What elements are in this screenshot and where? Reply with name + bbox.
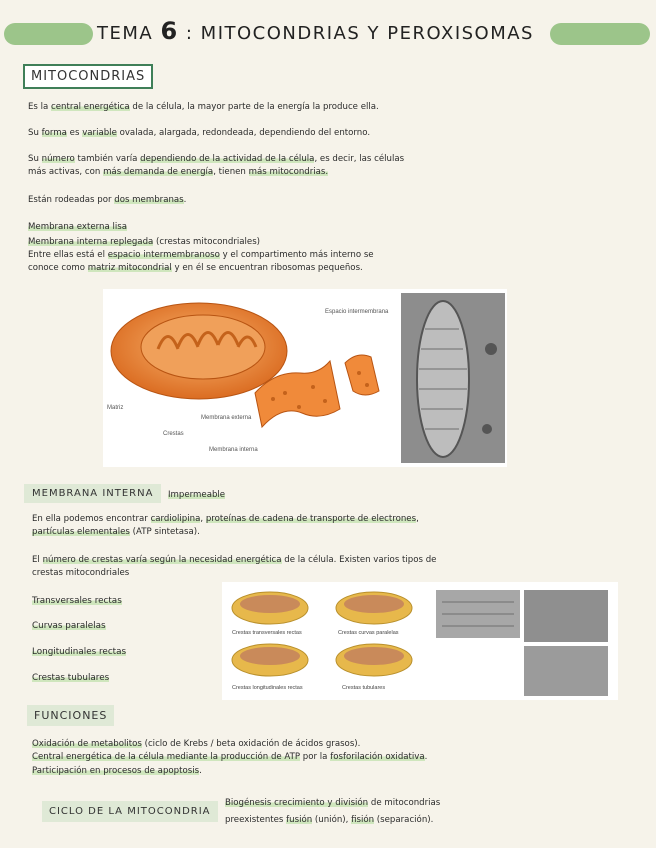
- title-number: 6: [160, 17, 179, 45]
- paragraph-crestas: El número de crestas varía según la necesidad energética de la célula. Existen varios tipos de crestas mitocondriales: [32, 555, 437, 578]
- crestas-type-4: Crestas tubulares: [32, 673, 110, 683]
- page-title: [97, 17, 557, 45]
- crestas-figure: [222, 582, 618, 700]
- heading-mitocondrias-text: MITOCONDRIAS: [31, 69, 146, 84]
- title-rest: : MITOCONDRIAS Y PEROXISOMAS: [185, 23, 534, 44]
- mitochondria-figure: [103, 289, 507, 467]
- title-prefix: TEMA: [97, 23, 154, 44]
- crestas-type-2: Curvas paralelas: [32, 621, 106, 631]
- micrograph-3: [524, 646, 608, 696]
- heading-ciclo: CICLO DE LA MITOCONDRIA: [42, 801, 218, 822]
- label-matriz: Matriz: [107, 405, 124, 411]
- membrana-interna-item: Membrana interna replegada (crestas mitocondriales): [28, 237, 261, 247]
- paragraph-forma: Su forma es variable ovalada, alargada, redondeada, dependiendo del entorno.: [28, 128, 371, 138]
- crestas-type-3: Longitudinales rectas: [32, 647, 127, 657]
- funcion-apoptosis: Participación en procesos de apoptosis.: [32, 766, 202, 776]
- ciclo-line-2: preexistentes fusión (unión), fisión (separación).: [225, 815, 434, 825]
- title-decoration-right: [550, 23, 650, 45]
- funcion-central: Central energética de la célula mediante la producción de ATP por la fosforilación oxidativa.: [32, 752, 428, 762]
- heading-mitocondrias: [23, 64, 153, 89]
- micrograph-2: [524, 590, 608, 642]
- label-externa: Membrana externa: [201, 415, 252, 421]
- title-decoration-left: [4, 23, 93, 45]
- label-tubulares: Crestas tubulares: [342, 685, 386, 691]
- membrane-fragment-2: [345, 355, 379, 395]
- paragraph-membranas: Están rodeadas por dos membranas.: [28, 195, 187, 205]
- funcion-oxidacion: Oxidación de metabolitos (ciclo de Krebs / beta oxidación de ácidos grasos).: [32, 739, 361, 749]
- membrana-externa-item: Membrana externa lisa: [28, 222, 127, 232]
- heading-membrana-interna: MEMBRANA INTERNA: [24, 484, 161, 503]
- tag-impermeable: Impermeable: [168, 490, 226, 500]
- paragraph-cardiolipina: En ella podemos encontrar cardiolipina, proteínas de cadena de transporte de electrones, partículas elementales (ATP sintetasa).: [32, 514, 419, 537]
- heading-funciones: FUNCIONES: [27, 705, 114, 726]
- crestas-type-1: Transversales rectas: [32, 596, 122, 606]
- label-interna: Membrana interna: [209, 447, 258, 453]
- label-longitudinales: Crestas longitudinales rectas: [232, 685, 303, 691]
- label-espacio: Espacio intermembrana: [325, 309, 389, 315]
- ciclo-line-1: Biogénesis crecimiento y división de mitocondrias: [225, 798, 441, 808]
- paragraph-espacio: Entre ellas está el espacio intermembranoso y el compartimento más interno se conoce como matriz mitocondrial y en él se encuentran ribosomas pequeños.: [28, 250, 374, 273]
- paragraph-central: Es la central energética de la célula, la mayor parte de la energía la produce ella.: [28, 102, 379, 112]
- label-curvas: Crestas curvas paralelas: [338, 630, 399, 636]
- paragraph-numero: Su número también varía dependiendo de la actividad de la célula, es decir, las células más activas, con más demanda de energía, tienen más mitocondrias.: [28, 154, 405, 177]
- label-crestas: Crestas: [163, 431, 184, 437]
- label-transversales: Crestas transversales rectas: [232, 630, 302, 636]
